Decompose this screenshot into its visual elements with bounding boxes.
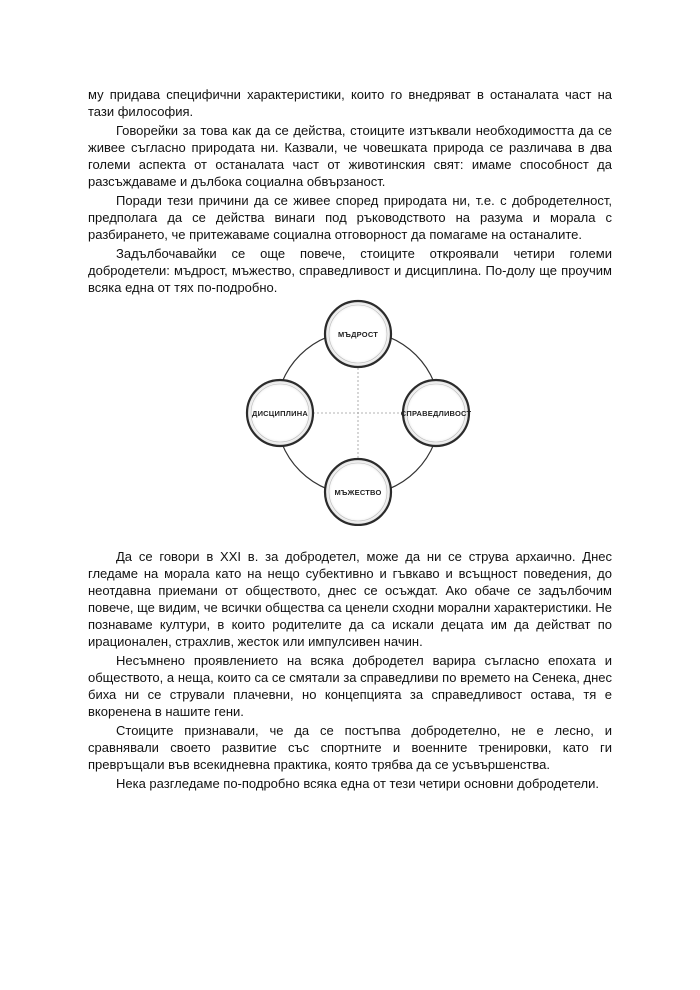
node-top bbox=[325, 301, 391, 367]
paragraph: Поради тези причини да се живее според природата ни, т.е. с добродетелност, предполага да се действа винаги под ръководството на разума и морала с разбирането, че притежаваме социална отговорност да помагаме на останалите. bbox=[88, 193, 612, 242]
virtues-diagram-svg bbox=[233, 298, 483, 526]
node-label-bottom: МЪЖЕСТВО bbox=[334, 488, 382, 497]
paragraph: Стоиците признавали, че да се постъпва добродетелно, не е лесно, и сравнявали своето развитие със спортните и военните тренировки, като ги превръщали във всекидневна практика, която трябва да се усъвършенства. bbox=[88, 723, 612, 772]
node-label-left: ДИСЦИПЛИНА bbox=[252, 409, 308, 418]
node-right bbox=[401, 380, 472, 446]
node-left bbox=[247, 380, 313, 446]
body-text-bottom bbox=[88, 548, 612, 794]
body-text-top bbox=[88, 86, 612, 298]
paragraph: Задълбочавайки се още повече, стоиците откроявали четири големи добродетели: мъдрост, мъжество, справедливост и дисциплина. По-долу ще проучим всяка една от тях по-подробно. bbox=[88, 246, 612, 295]
paragraph: Несъмнено проявлението на всяка добродетел варира съгласно епохата и обществото, а неща, които са се смятали за справедливи по времето на Сенека, днес биха ни се стрували плачевни, но концепцията за справедливост остава, тя е вкоренена в нашите гени. bbox=[88, 653, 612, 719]
paragraph: Говорейки за това как да се действа, стоиците изтъквали необходимостта да се живее съгласно природата ни. Казвали, че човешката природа се различава в два големи аспекта от останалата част от животинския свят: имаме способност да разсъждаваме и дълбока социална обвързаност. bbox=[88, 123, 612, 189]
node-label-right: СПРАВЕДЛИВОСТ bbox=[400, 409, 472, 418]
paragraph: му придава специфични характеристики, които го внедряват в останалата част на тази философия. bbox=[88, 87, 612, 119]
node-bottom bbox=[325, 459, 391, 525]
paragraph: Нека разгледаме по-подробно всяка една от тези четири основни добродетели. bbox=[116, 776, 600, 791]
virtues-diagram bbox=[233, 298, 483, 526]
node-label-top: МЪДРОСТ bbox=[337, 330, 379, 339]
paragraph: Да се говори в XXI в. за добродетел, може да ни се струва архаично. Днес гледаме на морала като на нещо субективно и гъвкаво и всъщност поведения, до неотдавна приемани от обществото, днес се осъждат. Ако обаче се задълбочим повече, ще видим, че всички общества са ценели сходни морални характеристики. Не познаваме култури, в които родителите да са искали децата им да действат по ирационален, страхлив, жесток или импулсивен начин. bbox=[88, 549, 612, 649]
